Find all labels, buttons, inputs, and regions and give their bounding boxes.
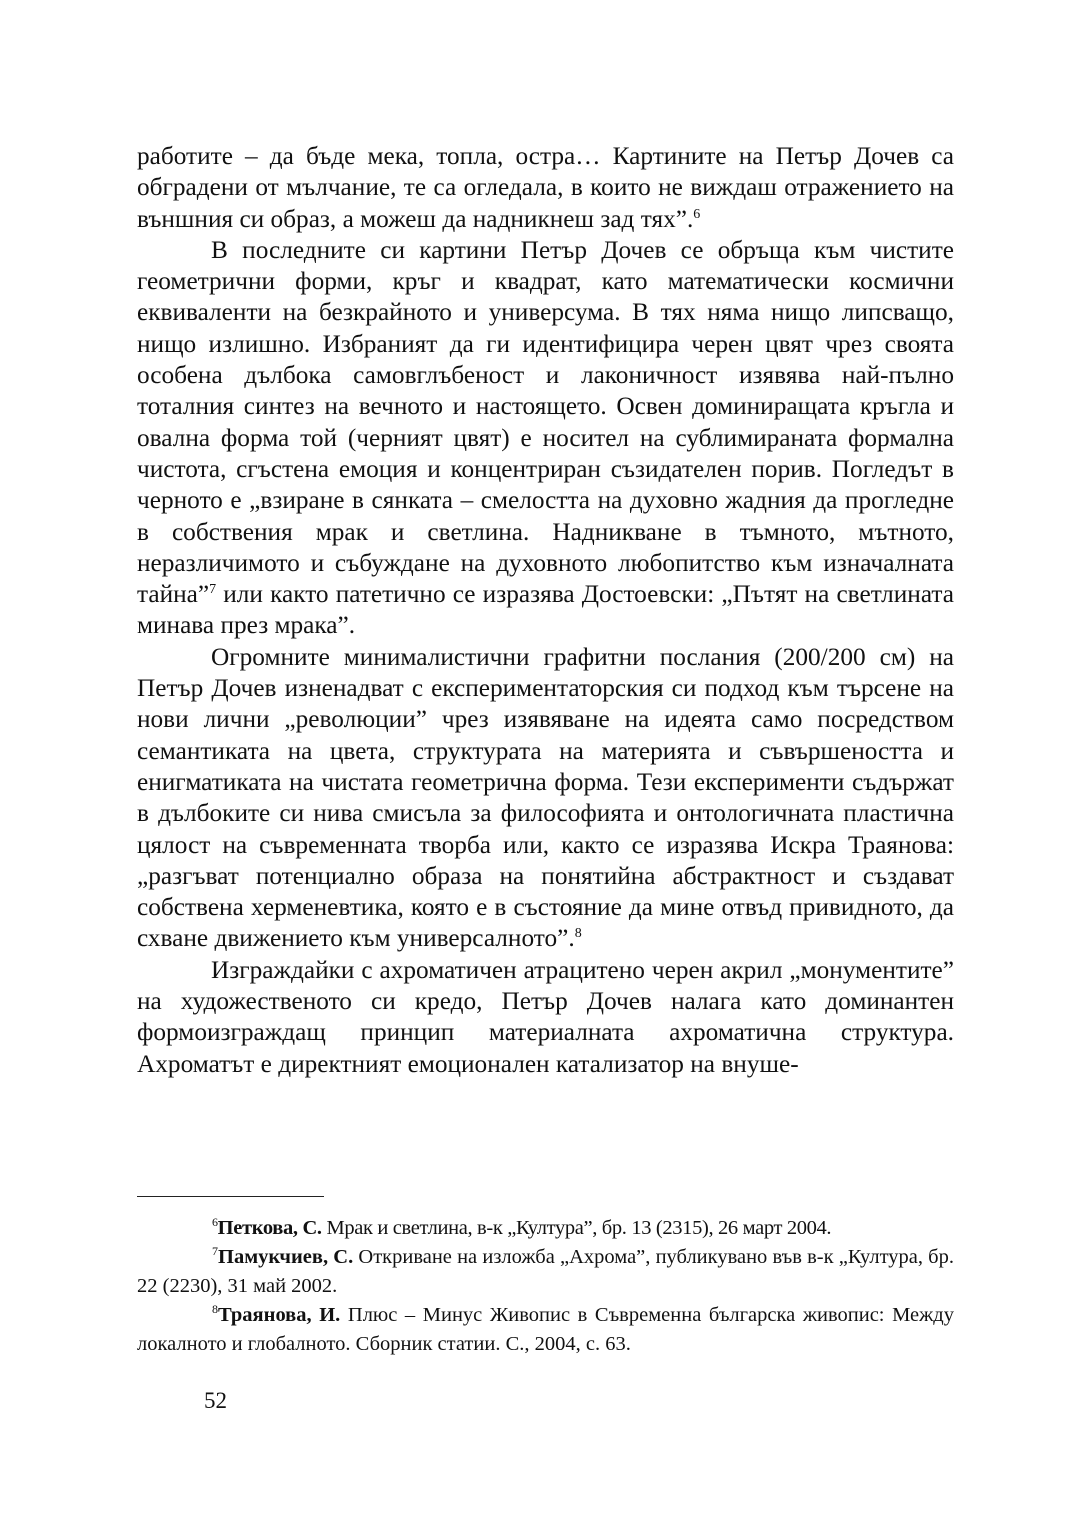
footnote-8-author: Траянова, И. bbox=[218, 1304, 341, 1326]
footnote-8-number: 8 bbox=[212, 1302, 218, 1316]
footnote-6-text: Мрак и светлина, в-к „Култура”, бр. 13 (2315), 26 март 2004. bbox=[321, 1217, 832, 1239]
paragraph-2-text-a: В последните си картини Петър Дочев се обръща към чистите геометрични форми, кръг и квадрат, като математически космични еквиваленти на безкрайното и универсума. В тях няма нищо липсващо, нищо излишно. Избраният да ги идентифицира черен цвят чрез своята особена дълбока самовглъбеност и лаконичност изявява най-пълно тоталния синтез на вечното и настоящето. Освен доминиращата кръгла и овална форма той (черният цвят) е носител на сублимираната формална чистота, сгъстена емоция и концентриран съзидателен порив. Погледът в черното е „взиране в сянката – смелостта на духовно жадния да прогледне в собствения мрак и светлина. Надникване в тъмното, мътното, неразличимото и събуждане на духовното любопитство към изначалната тайна” bbox=[137, 235, 954, 609]
paragraph-3-text: Огромните минималистични графитни послания (200/200 см) на Петър Дочев изненадват с експериментаторския си подход към търсене на нови лични „революции” чрез изявяване на идеята само посредством семантиката на цвета, структурата на материята и съвършеността и енигматиката на чистата геометрична форма. Тези експерименти съдържат в дълбоките си нива смисъла за философията и онтологичната пластична цялост на съвременната творба или, както се изразява Искра Траянова: „разгъват потенциално образа на понятийна абстрактност и създават собствена херменевтика, която е в състояние да мине отвъд привидното, да схване движението към универсалното”. bbox=[137, 642, 954, 953]
footnotes bbox=[137, 1214, 954, 1359]
paragraph-4-text: Изграждайки с ахроматичен атрацитено черен акрил „монументите” на художественото си кредо, Петър Дочев налага като доминантен формоизграждащ принцип материалната ахроматична структура. Ахроматът е директният емоционален катализатор на внуше- bbox=[137, 955, 954, 1078]
footnote-8-text: Плюс – Минус Живопис в Съвременна българска живопис: Между локалното и глобалното. Сборник статии. С., 2004, с. 63. bbox=[137, 1304, 954, 1355]
footnote-6-author: Петкова, С. bbox=[217, 1217, 322, 1239]
paragraph-4 bbox=[137, 955, 954, 1080]
footnote-ref-8: 8 bbox=[574, 926, 582, 942]
main-text bbox=[137, 141, 954, 1080]
footnote-separator bbox=[137, 1196, 324, 1197]
footnote-7 bbox=[137, 1243, 954, 1301]
footnote-8 bbox=[137, 1301, 954, 1359]
footnote-6 bbox=[137, 1214, 954, 1243]
paragraph-1-text: работите – да бъде мека, топла, остра… Картините на Петър Дочев са обградени от мълчание, те са огледала, в които не виждаш отражението на външния си образ, а можеш да надникнеш зад тях”. bbox=[137, 142, 954, 233]
footnote-ref-6: 6 bbox=[693, 206, 701, 222]
footnote-6-number: 6 bbox=[212, 1215, 218, 1229]
footnote-7-author: Памукчиев, С. bbox=[218, 1246, 354, 1268]
paragraph-2 bbox=[137, 235, 954, 642]
footnote-ref-7: 7 bbox=[209, 582, 217, 598]
page-number: 52 bbox=[204, 1388, 227, 1413]
paragraph-1 bbox=[137, 141, 954, 235]
footnote-7-text: Откриване на изложба „Ахрома”, публикувано във в-к „Култура, бр. 22 (2230), 31 май 2002. bbox=[137, 1246, 954, 1297]
paragraph-2-text-b: или както патетично се изразява Достоевски: „Пътят на светлината минава през мрака”. bbox=[137, 580, 954, 640]
paragraph-3 bbox=[137, 642, 954, 955]
footnote-7-number: 7 bbox=[212, 1244, 218, 1258]
